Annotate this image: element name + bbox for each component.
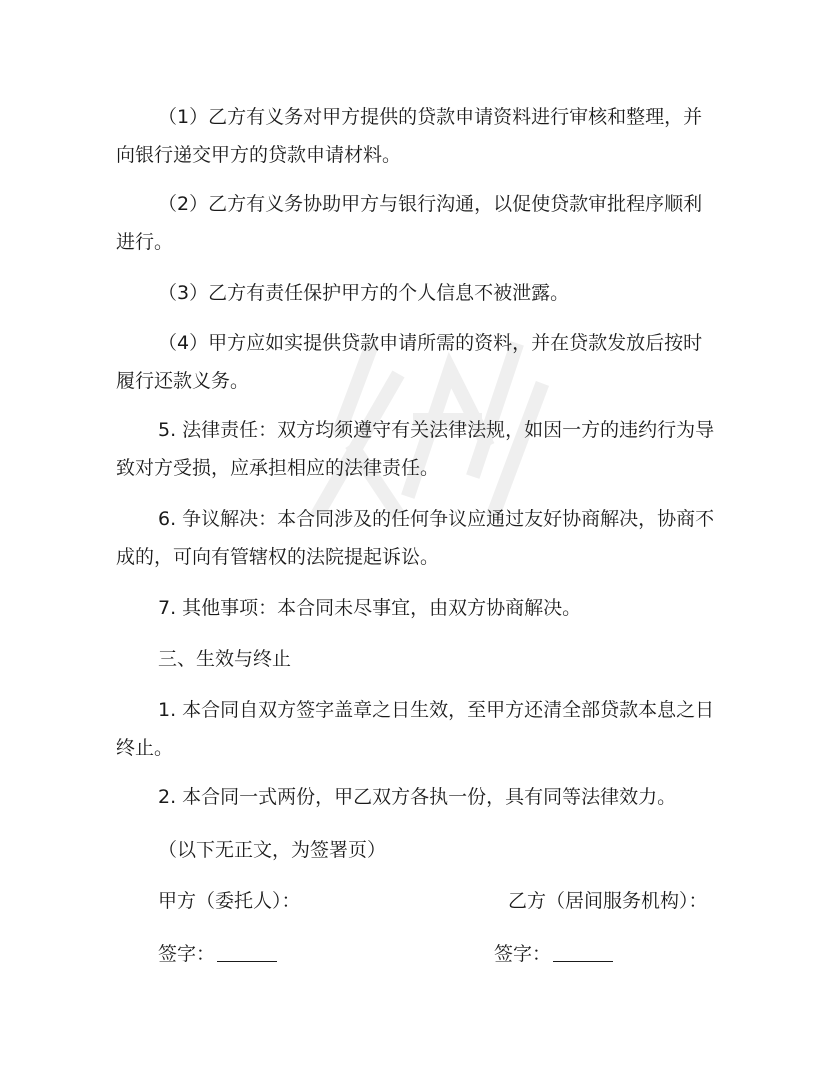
term-clause-2: 2. 本合同一式两份，甲乙双方各执一份，具有同等法律效力。 — [158, 786, 677, 808]
party-b-sign-label: 签字： — [494, 943, 552, 965]
clause-3: （3）乙方有责任保护甲方的个人信息不被泄露。 — [158, 282, 570, 304]
clause-5-legal-liability: 5. 法律责任：双方均须遵守有关法律法规，如因一方的违约行为导致对方受损，应承担相应的法律责任。 — [116, 419, 715, 479]
party-a-signature-line[interactable] — [217, 941, 277, 962]
party-a-label: 甲方（委托人）： — [158, 890, 301, 912]
clause-4: （4）甲方应如实提供贷款申请所需的资料，并在贷款发放后按时履行还款义务。 — [116, 332, 703, 392]
term-clause-1: 1. 本合同自双方签字盖章之日生效，至甲方还清全部贷款本息之日终止。 — [116, 699, 715, 759]
section-heading-effect-termination: 三、生效与终止 — [158, 648, 292, 670]
clause-2: （2）乙方有义务协助甲方与银行沟通，以促使贷款审批程序顺利进行。 — [116, 193, 703, 253]
end-of-text-note: （以下无正文，为签署页） — [158, 839, 387, 861]
party-b-label: 乙方（居间服务机构）： — [508, 890, 708, 912]
party-b-signature-line[interactable] — [553, 941, 613, 962]
clause-1: （1）乙方有义务对甲方提供的贷款申请资料进行审核和整理，并向银行递交甲方的贷款申请材料。 — [116, 106, 703, 166]
party-a-sign-label: 签字： — [158, 943, 216, 965]
clause-7-other-matters: 7. 其他事项：本合同未尽事宜，由双方协商解决。 — [158, 597, 582, 619]
party-a-signature — [158, 941, 277, 967]
party-b-signature — [494, 941, 613, 967]
clause-6-dispute-resolution: 6. 争议解决：本合同涉及的任何争议应通过友好协商解决，协商不成的，可向有管辖权的法院提起诉讼。 — [116, 508, 715, 568]
